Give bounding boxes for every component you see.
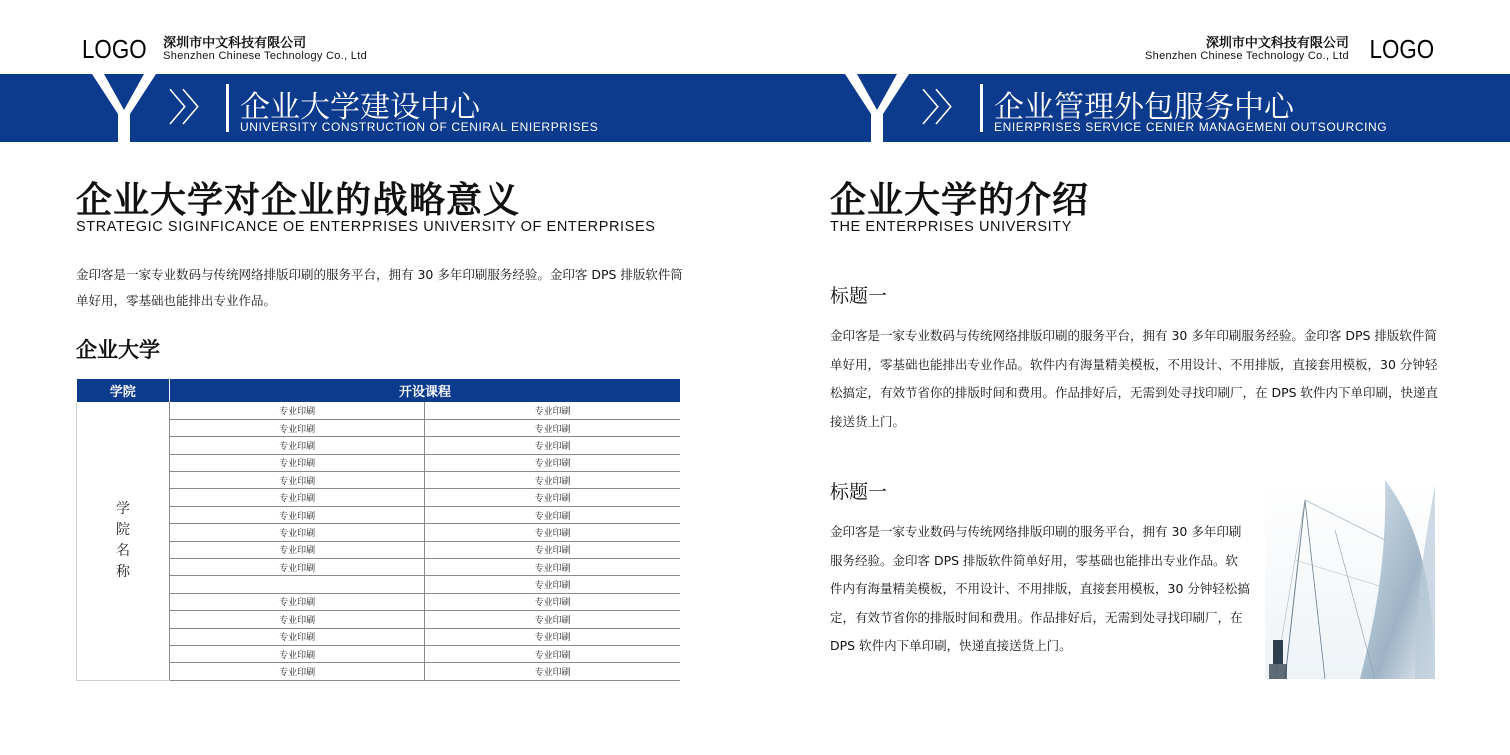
section-title-2: 标题一 xyxy=(830,481,888,503)
course-cell: 专业印刷 xyxy=(425,524,680,541)
table-header-row xyxy=(77,379,681,402)
banner-title-cn: 企业大学建设中心 xyxy=(240,90,480,125)
course-cell: 专业印刷 xyxy=(425,489,680,506)
course-cell: 专业印刷 xyxy=(425,419,680,436)
company-name xyxy=(163,37,367,62)
intro-paragraph: 金印客是一家专业数码与传统网络排版印刷的服务平台，拥有 30 多年印刷服务经验。金印客 DPS 排版软件简单好用，零基础也能排出专业作品。 xyxy=(76,267,683,308)
course-cell: 专业印刷 xyxy=(170,472,425,489)
course-cell: 专业印刷 xyxy=(425,576,680,593)
section-banner-left xyxy=(0,74,755,142)
course-cell: 专业印刷 xyxy=(170,437,425,454)
right-page xyxy=(755,0,1510,755)
company-name-cn: 深圳市中文科技有限公司 xyxy=(163,35,307,51)
banner-title-cn: 企业管理外包服务中心 xyxy=(994,90,1294,125)
double-chevron-icon: 〉〉 xyxy=(921,86,967,130)
banner-title-en: ENIERPRISES SERVICE CENIER MANAGEMENI OUTSOURCING xyxy=(994,120,1388,134)
company-name-cn: 深圳市中文科技有限公司 xyxy=(1205,35,1349,51)
course-cell: 专业印刷 xyxy=(425,437,680,454)
course-cell: 专业印刷 xyxy=(170,419,425,436)
course-cell: 专业印刷 xyxy=(170,524,425,541)
divider xyxy=(226,84,229,132)
company-name-en: Shenzhen Chinese Technology Co., Ltd xyxy=(1145,49,1349,62)
course-cell: 专业印刷 xyxy=(170,628,425,645)
section-banner-right xyxy=(755,74,1510,142)
page-subtitle: STRATEGIC SIGINFICANCE OE ENTERPRISES UNIVERSITY OF ENTERPRISES xyxy=(76,219,656,235)
college-name: 学院名称 xyxy=(116,500,130,580)
page-title: 企业大学对企业的战略意义 xyxy=(76,180,521,221)
course-table xyxy=(76,379,680,681)
course-cell: 专业印刷 xyxy=(425,472,680,489)
course-cell: 专业印刷 xyxy=(170,489,425,506)
page-subtitle: THE ENTERPRISES UNIVERSITY xyxy=(830,219,1072,235)
course-cell: 专业印刷 xyxy=(425,454,680,471)
sailboat-photo xyxy=(1265,480,1435,679)
course-cell: 专业印刷 xyxy=(170,506,425,523)
course-cell xyxy=(170,576,425,593)
section-body-1: 金印客是一家专业数码与传统网络排版印刷的服务平台，拥有 30 多年印刷服务经验。金印客 DPS 排版软件简单好用，零基础也能排出专业作品。软件内有海量精美模板，不用设计、不用排版，直接套用模板，30 分钟轻松搞定，有效节省你的排版时间和费用。作品排好后，无需到处寻找印刷厂，在 DPS 软件内下单印刷，快递直接送货上门。 xyxy=(830,328,1439,429)
y-letter-icon xyxy=(92,74,156,142)
course-cell: 专业印刷 xyxy=(425,506,680,523)
course-cell: 专业印刷 xyxy=(170,611,425,628)
course-cell: 专业印刷 xyxy=(170,454,425,471)
course-cell: 专业印刷 xyxy=(425,628,680,645)
course-cell: 专业印刷 xyxy=(425,645,680,662)
column-header-courses: 开设课程 xyxy=(170,379,681,402)
brand-header-left xyxy=(82,34,367,65)
course-cell: 专业印刷 xyxy=(425,593,680,610)
course-cell: 专业印刷 xyxy=(425,402,680,419)
logo: LOGO xyxy=(82,34,147,64)
college-name-cell xyxy=(77,402,170,680)
section-body-2: 金印客是一家专业数码与传统网络排版印刷的服务平台，拥有 30 多年印刷服务经验。金印客 DPS 排版软件简单好用，零基础也能排出专业作品。软件内有海量精美模板，不用设计、不用排版，直接套用模板，30 分钟轻松搞定，有效节省你的排版时间和费用。作品排好后，无需到处寻找印刷厂，在 DPS 软件内下单印刷，快递直接送货上门。 xyxy=(830,524,1250,653)
section-title: 企业大学 xyxy=(76,338,160,362)
course-cell: 专业印刷 xyxy=(425,541,680,558)
course-cell: 专业印刷 xyxy=(425,559,680,576)
y-letter-icon xyxy=(845,74,909,142)
course-cell: 专业印刷 xyxy=(170,645,425,662)
banner-title-en: UNIVERSITY CONSTRUCTION OF CENIRAL ENIERPRISES xyxy=(240,120,599,134)
course-cell: 专业印刷 xyxy=(170,593,425,610)
course-cell: 专业印刷 xyxy=(170,559,425,576)
course-cell: 专业印刷 xyxy=(425,663,680,680)
double-chevron-icon: 〉〉 xyxy=(168,86,214,130)
section-title-1: 标题一 xyxy=(830,285,888,307)
course-cell: 专业印刷 xyxy=(425,611,680,628)
course-cell: 专业印刷 xyxy=(170,663,425,680)
course-cell: 专业印刷 xyxy=(170,541,425,558)
table-row xyxy=(77,402,681,419)
column-header-college: 学院 xyxy=(77,379,170,402)
company-name-en: Shenzhen Chinese Technology Co., Ltd xyxy=(163,49,367,62)
company-name xyxy=(1145,37,1349,62)
course-cell: 专业印刷 xyxy=(170,402,425,419)
page-title: 企业大学的介绍 xyxy=(830,180,1090,221)
brand-header-right xyxy=(1145,34,1434,65)
divider xyxy=(980,84,983,132)
logo: LOGO xyxy=(1369,34,1434,64)
